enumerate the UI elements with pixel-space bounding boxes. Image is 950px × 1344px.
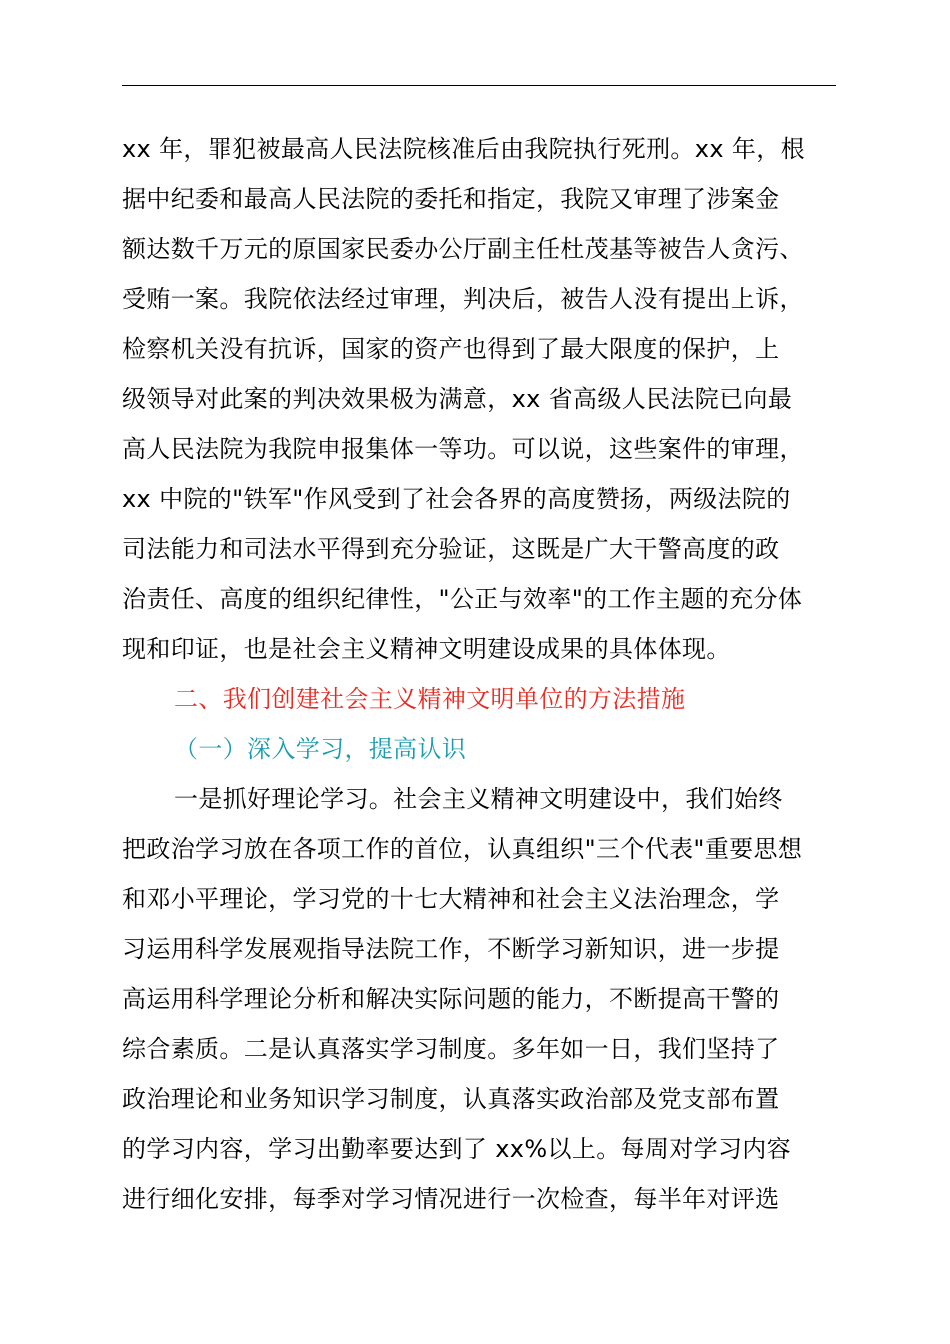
body-line-8: xx 中院的"铁军"作风受到了社会各界的高度赞扬，两级法院的 — [122, 485, 791, 513]
body-line-14: 和邓小平理论，学习党的十七大精神和社会主义法治理念，学 — [122, 885, 780, 913]
body-line-5: 检察机关没有抗诉，国家的资产也得到了最大限度的保护，上 — [122, 335, 780, 363]
body-line-9: 司法能力和司法水平得到充分验证，这既是广大干警高度的政 — [122, 535, 780, 563]
body-line-13: 把政治学习放在各项工作的首位，认真组织"三个代表"重要思想 — [122, 835, 803, 863]
body-line-15: 习运用科学发展观指导法院工作，不断学习新知识，进一步提 — [122, 935, 780, 963]
body-line-7: 高人民法院为我院申报集体一等功。可以说，这些案件的审理， — [122, 435, 804, 463]
body-line-1: xx 年，罪犯被最高人民法院核准后由我院执行死刑。xx 年，根 — [122, 135, 805, 163]
body-line-18: 政治理论和业务知识学习制度，认真落实政治部及党支部布置 — [122, 1085, 780, 1113]
body-line-6: 级领导对此案的判决效果极为满意，xx 省高级人民法院已向最 — [122, 385, 793, 413]
header-rule — [122, 85, 836, 86]
body-line-16: 高运用科学理论分析和解决实际问题的能力，不断提高干警的 — [122, 985, 780, 1013]
section-heading: 二、我们创建社会主义精神文明单位的方法措施 — [174, 685, 686, 713]
body-line-17: 综合素质。二是认真落实学习制度。多年如一日，我们坚持了 — [122, 1035, 780, 1063]
body-line-10: 治责任、高度的组织纪律性，"公正与效率"的工作主题的充分体 — [122, 585, 803, 613]
body-line-20: 进行细化安排，每季对学习情况进行一次检查，每半年对评选 — [122, 1185, 780, 1213]
body-line-12: 一是抓好理论学习。社会主义精神文明建设中，我们始终 — [174, 785, 783, 813]
body-line-3: 额达数千万元的原国家民委办公厅副主任杜茂基等被告人贪污、 — [122, 235, 804, 263]
body-line-2: 据中纪委和最高人民法院的委托和指定，我院又审理了涉案金 — [122, 185, 780, 213]
subsection-heading: （一）深入学习，提高认识 — [174, 735, 467, 763]
body-line-11: 现和印证，也是社会主义精神文明建设成果的具体体现。 — [122, 635, 731, 663]
body-line-4: 受贿一案。我院依法经过审理，判决后，被告人没有提出上诉， — [122, 285, 804, 313]
body-line-19: 的学习内容，学习出勤率要达到了 xx%以上。每周对学习内容 — [122, 1135, 791, 1163]
